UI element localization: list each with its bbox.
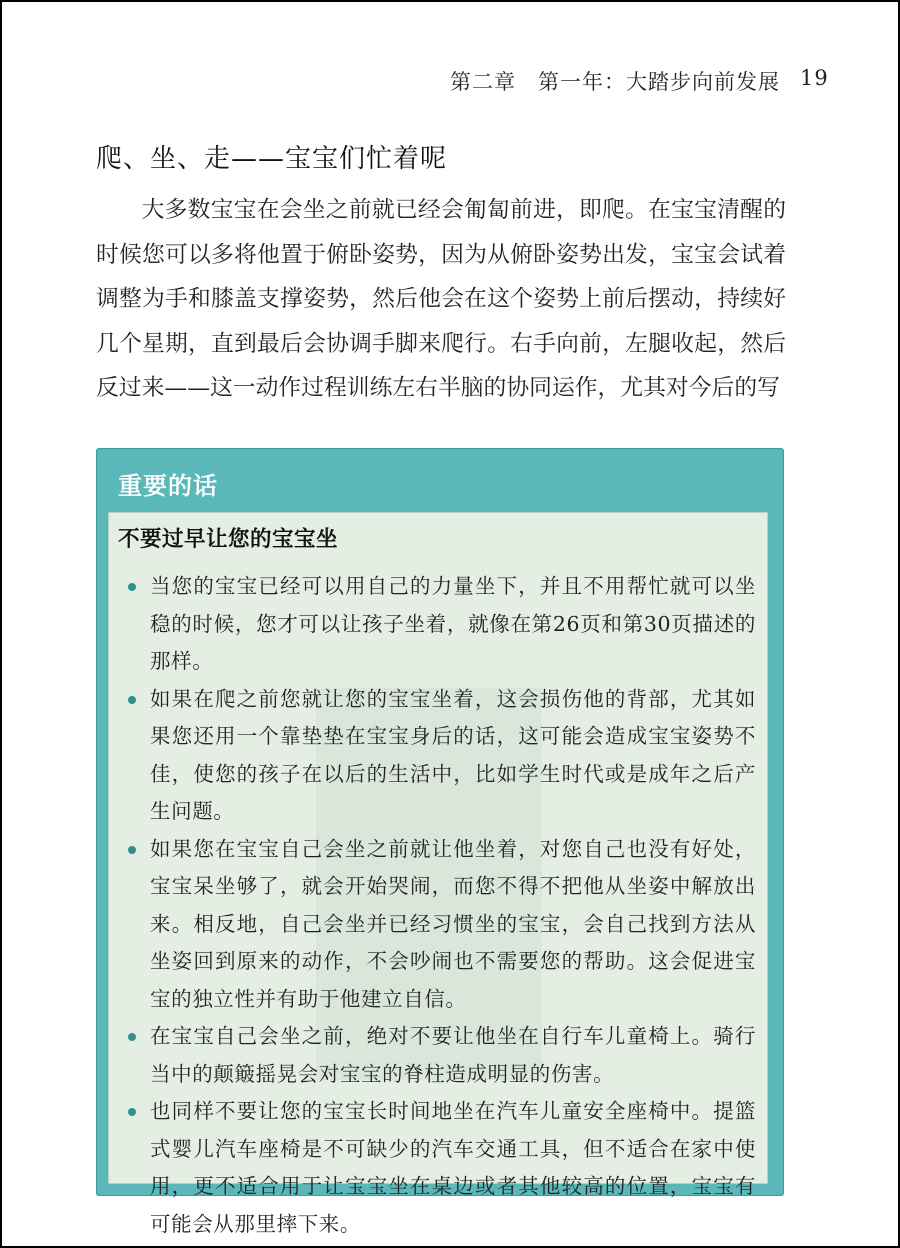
page-number: 19 — [800, 66, 829, 90]
bullet-icon — [128, 1108, 136, 1116]
callout-body — [108, 512, 768, 1236]
list-item — [108, 1093, 762, 1243]
list-item-text: 在宝宝自己会坐之前，绝对不要让他坐在自行车儿童椅上。骑行当中的颠簸摇晃会对宝宝的脊柱造成明显的伤害。 — [150, 1024, 756, 1086]
bullet-icon — [128, 583, 136, 591]
list-item-text: 当您的宝宝已经可以用自己的力量坐下，并且不用帮忙就可以坐稳的时候，您才可以让孩子坐着，就像在第26页和第30页描述的那样。 — [150, 574, 756, 673]
body-text — [96, 188, 786, 411]
running-head — [450, 66, 829, 96]
bullet-icon — [128, 696, 136, 704]
list-item — [108, 568, 762, 681]
list-item — [108, 831, 762, 1019]
list-item-text: 如果您在宝宝自己会坐之前就让他坐着，对您自己也没有好处，宝宝呆坐够了，就会开始哭闹，而您不得不把他从坐姿中解放出来。相反地，自己会坐并已经习惯坐的宝宝，会自己找到方法从坐姿回到原来的动作，不会吵闹也不需要您的帮助。这会促进宝宝的独立性并有助于他建立自信。 — [150, 836, 756, 1011]
callout-box — [96, 448, 784, 1236]
callout-header: 重要的话 — [118, 472, 218, 500]
body-paragraph: 大多数宝宝在会坐之前就已经会匍匐前进，即爬。在宝宝清醒的时候您可以多将他置于俯卧姿势，因为从俯卧姿势出发，宝宝会试着调整为手和膝盖支撑姿势，然后他会在这个姿势上前后摆动，持续好几个星期，直到最后会协调手脚来爬行。右手向前，左腿收起，然后反过来——这一动作过程训练左右半脑的协同运作，尤其对今后的写 — [96, 197, 786, 401]
list-item — [108, 681, 762, 831]
callout-subtitle: 不要过早让您的宝宝坐 — [118, 527, 339, 552]
list-item-text: 也同样不要让您的宝宝长时间地坐在汽车儿童安全座椅中。提篮式婴儿汽车座椅是不可缺少的汽车交通工具，但不适合在家中使用，更不适合用于让宝宝坐在桌边或者其他较高的位置，宝宝有可能会从那里摔下来。 — [150, 1099, 756, 1236]
running-title: 第二章 第一年：大踏步向前发展 — [450, 70, 780, 94]
list-item — [108, 1018, 762, 1093]
bullet-icon — [128, 1033, 136, 1041]
section-title: 爬、坐、走——宝宝们忙着呢 — [96, 144, 448, 174]
tips-list — [108, 568, 762, 1243]
list-item-text: 如果在爬之前您就让您的宝宝坐着，这会损伤他的背部，尤其如果您还用一个靠垫垫在宝宝身后的话，这可能会造成宝宝姿势不佳，使您的孩子在以后的生活中，比如学生时代或是成年之后产生问题。 — [150, 686, 756, 823]
bullet-icon — [128, 846, 136, 854]
